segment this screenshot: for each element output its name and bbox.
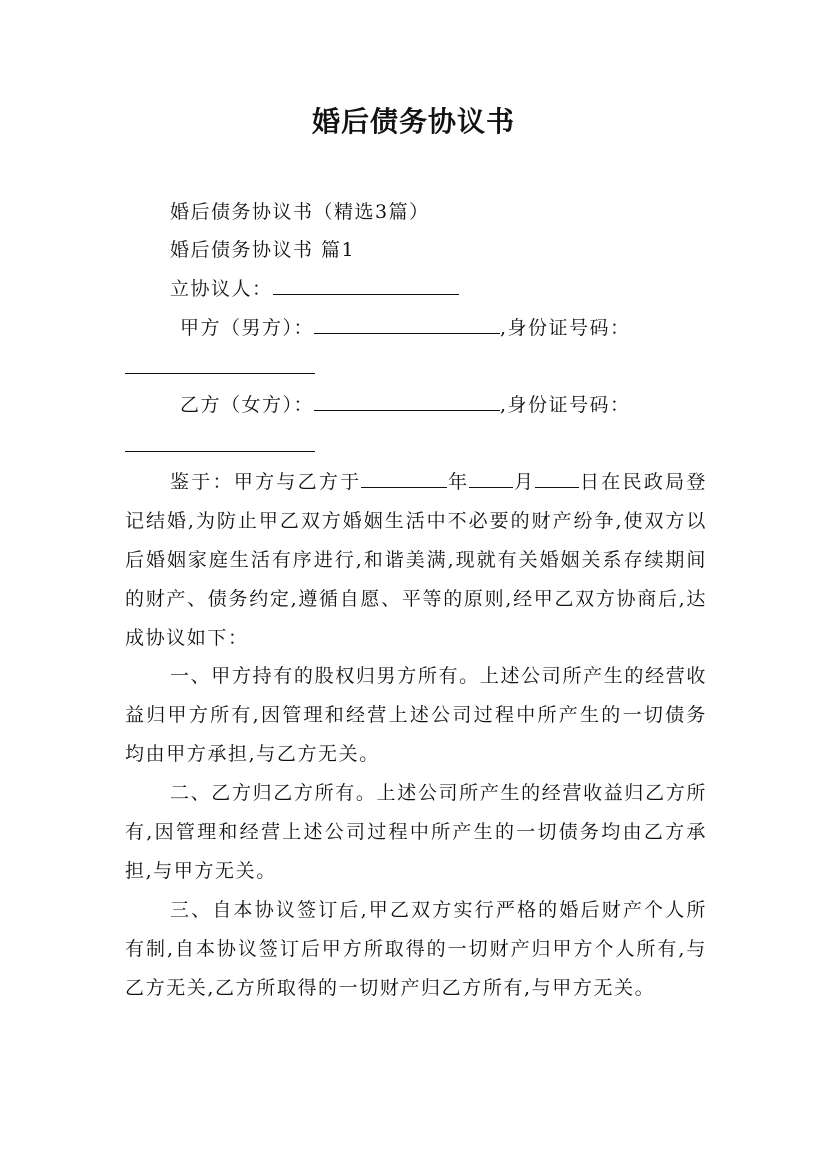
party-a-id-blank (125, 373, 315, 374)
party-b-name-blank (314, 392, 500, 411)
party-b-id-blank (125, 451, 315, 452)
day-blank (535, 469, 579, 488)
whereas-paragraph (125, 463, 707, 658)
document-title: 婚后债务协议书 (311, 105, 515, 138)
party-a-id-label: ,身份证号码： (500, 317, 631, 339)
party-a-label: 甲方（男方）： (180, 317, 315, 339)
day-label: 日在民政局 (579, 471, 687, 493)
whereas-body: 登记结婚,为防止甲乙双方婚姻生活中不必要的财产纷争,使双方以后婚姻家庭生活有序进行,和谐美满,现就有关婚姻关系存续期间的财产、债务约定,遵循自愿、平等的原则,经甲乙双方协商后,达成协议如下： (125, 471, 707, 649)
party-label: 立协议人： (170, 278, 273, 300)
party-b-id-label: ,身份证号码： (500, 394, 631, 416)
party-a-name-blank (314, 315, 500, 334)
year-blank (361, 469, 447, 488)
party-a-line (180, 309, 631, 347)
year-label: 年 (447, 471, 470, 493)
month-blank (469, 469, 513, 488)
party-b-label: 乙方（女方）： (180, 394, 315, 416)
party-blank (273, 276, 459, 295)
clause-1: 一、甲方持有的股权归男方所有。上述公司所产生的经营收益归甲方所有,因管理和经营上述公司过程中所产生的一切债务均由甲方承担,与乙方无关。 (125, 665, 707, 765)
whereas-intro: 鉴于：甲方与乙方于 (170, 471, 362, 493)
clause-3: 三、自本协议签订后,甲乙双方实行严格的婚后财产个人所有制,自本协议签订后甲方所取得的一切财产归甲方个人所有,与乙方无关,乙方所取得的一切财产归乙方所有,与甲方无关。 (125, 899, 707, 999)
party-b-line (180, 386, 631, 424)
clause-2: 二、乙方归乙方所有。上述公司所产生的经营收益归乙方所有,因管理和经营上述公司过程中所产生的一切债务均由乙方承担,与甲方无关。 (125, 782, 707, 882)
party-line (170, 270, 459, 308)
document-subtitle: 婚后债务协议书（精选3篇） (170, 201, 430, 223)
section-heading: 婚后债务协议书 篇1 (170, 239, 356, 261)
month-label: 月 (513, 471, 536, 493)
